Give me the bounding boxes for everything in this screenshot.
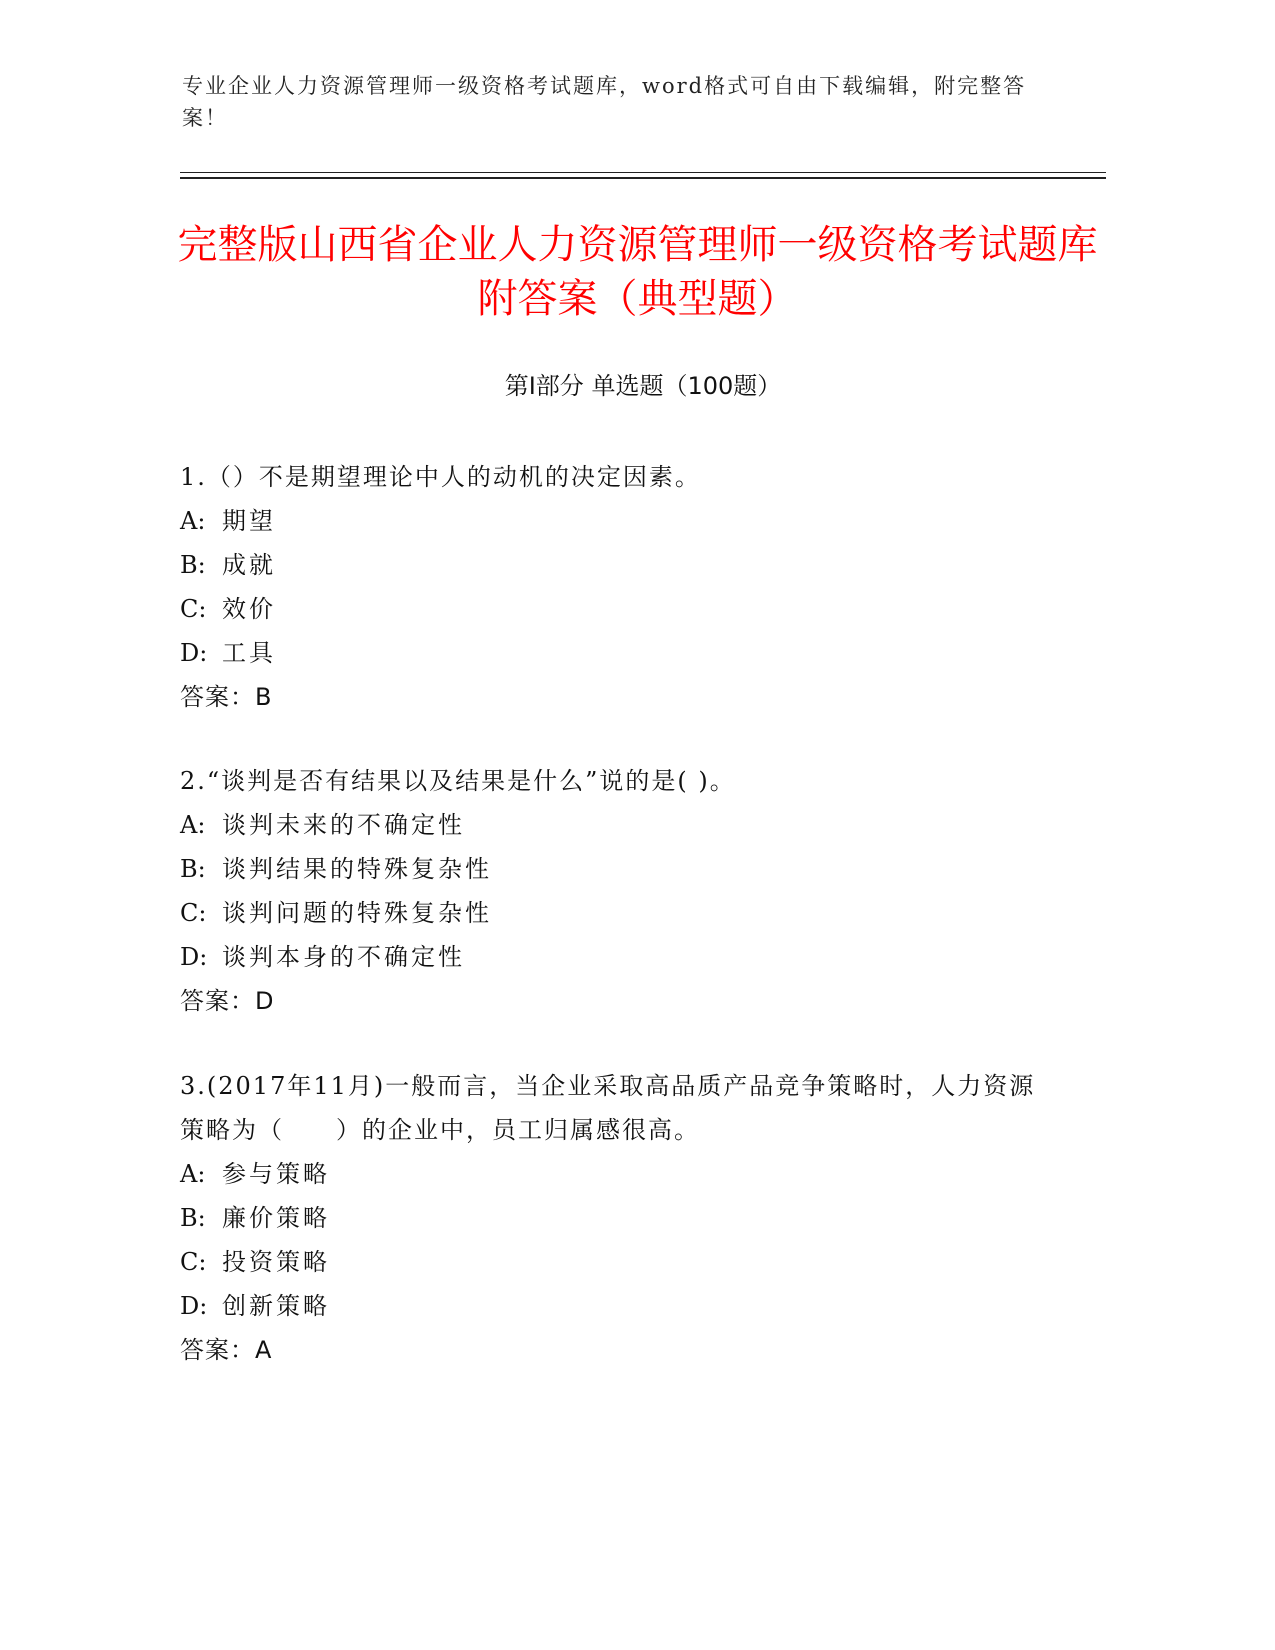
option-text: 成就 <box>222 551 276 579</box>
document-title: 完整版山西省企业人力资源管理师一级资格考试题库附答案（典型题） <box>177 222 1098 322</box>
option-letter: D: <box>180 1292 208 1320</box>
answer-label: 答案：B <box>180 683 273 711</box>
option-a <box>180 1152 1060 1196</box>
option-d <box>180 1284 1060 1328</box>
option-a <box>180 499 1060 543</box>
option-b <box>180 1196 1060 1240</box>
option-text: 参与策略 <box>222 1160 330 1188</box>
option-d <box>180 631 1060 675</box>
option-text: 投资策略 <box>222 1248 330 1276</box>
option-letter: C: <box>180 899 207 927</box>
header-divider-thin <box>180 172 1106 173</box>
question-2 <box>180 759 1060 1023</box>
option-c <box>180 587 1060 631</box>
option-letter: B: <box>180 855 206 883</box>
option-letter: A: <box>180 507 206 535</box>
option-b <box>180 847 1060 891</box>
option-text: 期望 <box>222 507 276 535</box>
option-letter: A: <box>180 1160 206 1188</box>
option-d <box>180 935 1060 979</box>
option-text: 谈判本身的不确定性 <box>222 943 465 971</box>
option-text: 工具 <box>222 639 276 667</box>
question-1 <box>180 455 1060 719</box>
header-divider-thick <box>180 177 1106 179</box>
question-3 <box>180 1064 1060 1372</box>
question-stem: 1.（）不是期望理论中人的动机的决定因素。 <box>180 463 701 491</box>
section-title: 第Ⅰ部分 单选题（100题） <box>504 372 782 400</box>
option-letter: C: <box>180 1248 207 1276</box>
question-stem: 3.(2017年11月)一般而言，当企业采取高品质产品竞争策略时，人力资源策略为（ ）的企业中，员工归属感很高。 <box>180 1072 1036 1144</box>
option-letter: C: <box>180 595 207 623</box>
option-a <box>180 803 1060 847</box>
option-text: 廉价策略 <box>222 1204 330 1232</box>
option-c <box>180 891 1060 935</box>
option-text: 创新策略 <box>222 1292 330 1320</box>
option-letter: B: <box>180 551 206 579</box>
answer-label: 答案：D <box>180 987 275 1015</box>
option-letter: B: <box>180 1204 206 1232</box>
header-note: 专业企业人力资源管理师一级资格考试题库，word格式可自由下载编辑，附完整答案！ <box>182 74 1027 130</box>
option-c <box>180 1240 1060 1284</box>
option-b <box>180 543 1060 587</box>
answer-label: 答案：A <box>180 1336 273 1364</box>
option-text: 谈判问题的特殊复杂性 <box>222 899 492 927</box>
option-letter: A: <box>180 811 206 839</box>
option-letter: D: <box>180 943 208 971</box>
option-letter: D: <box>180 639 208 667</box>
question-stem: 2.“谈判是否有结果以及结果是什么”说的是( )。 <box>180 767 736 795</box>
option-text: 谈判未来的不确定性 <box>222 811 465 839</box>
option-text: 效价 <box>222 595 276 623</box>
option-text: 谈判结果的特殊复杂性 <box>222 855 492 883</box>
